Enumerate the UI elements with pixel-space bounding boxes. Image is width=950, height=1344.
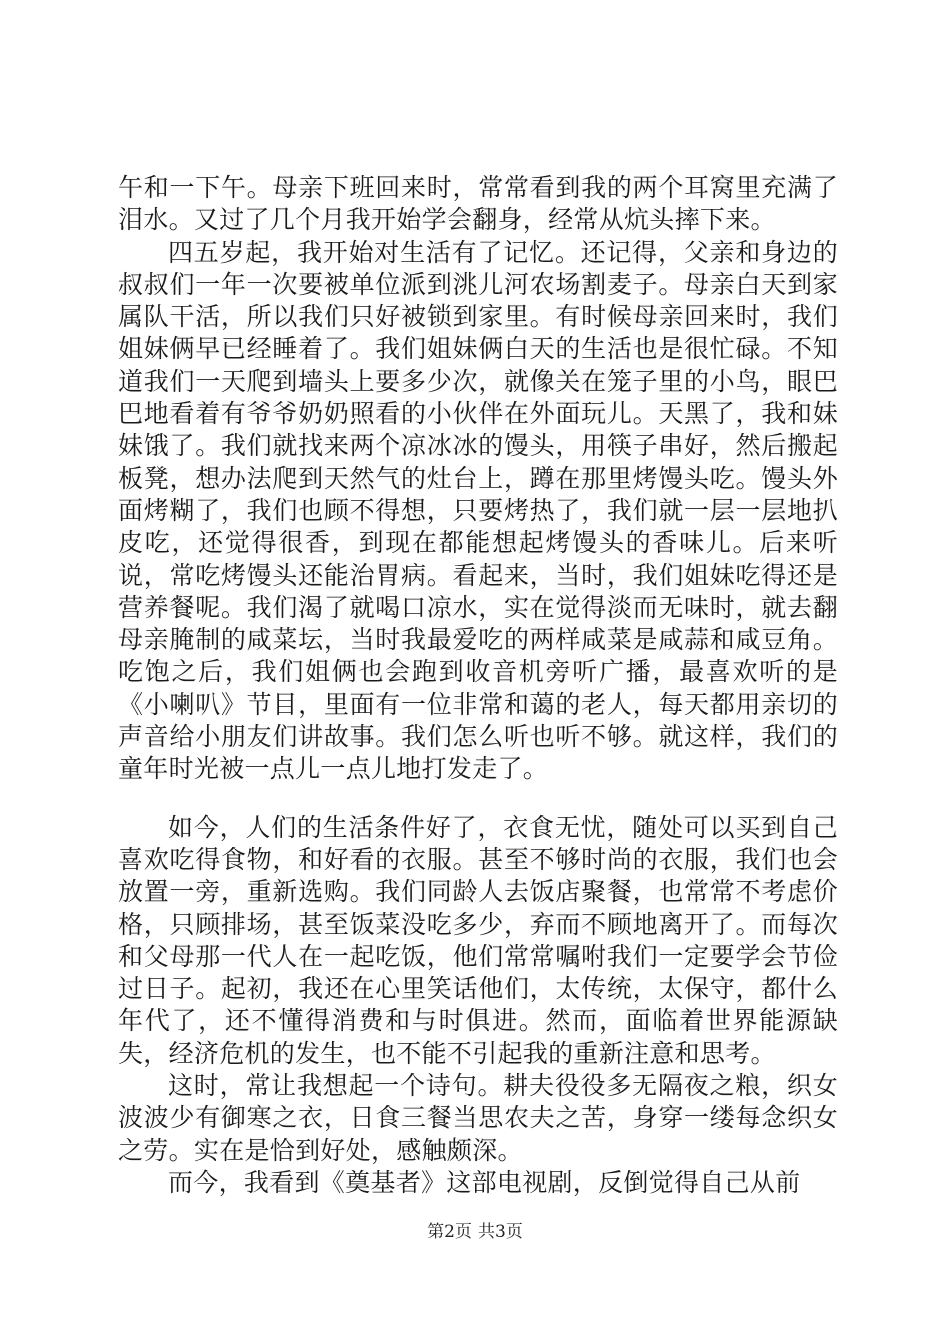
- page-number: 第2页: [427, 1222, 472, 1242]
- paragraph-continuation: 午和一下午。母亲下班回来时，常常看到我的两个耳窝里充满了泪水。又过了几个月我开始学会翻身，经常从炕头摔下来。: [118, 173, 838, 235]
- paragraph-childhood-memories: 四五岁起，我开始对生活有了记忆。还记得，父亲和身边的叔叔们一年一次要被单位派到洮儿河农场割麦子。母亲白天到家属队干活，所以我们只好被锁到家里。有时候母亲回来时，我们姐妹俩早已经睡着了。我们姐妹俩白天的生活也是很忙碌。不知道我们一天爬到墙头上要多少次，就像关在笼子里的小鸟，眼巴巴地看着有爷爷奶奶照看的小伙伴在外面玩儿。天黑了，我和妹妹饿了。我们就找来两个凉冰冰的馒头，用筷子串好，然后搬起板凳，想办法爬到天然气的灶台上，蹲在那里烤馒头吃。馒头外面烤糊了，我们也顾不得想，只要烤热了，我们就一层一层地扒皮吃，还觉得很香，到现在都能想起烤馒头的香味儿。后来听说，常吃烤馒头还能治胃病。看起来，当时，我们姐妹吃得还是营养餐呢。我们渴了就喝口凉水，实在觉得淡而无味时，就去翻母亲腌制的咸菜坛，当时我最爱吃的两样咸菜是咸蒜和咸豆角。吃饱之后，我们姐俩也会跑到收音机旁听广播，最喜欢听的是《小喇叭》节目，里面有一位非常和蔼的老人，每天都用亲切的声音给小朋友们讲故事。我们怎么听也听不够。就这样，我们的童年时光被一点儿一点儿地打发走了。: [118, 237, 838, 784]
- page-footer: [0, 1217, 950, 1242]
- page-total: 共3页: [478, 1222, 523, 1242]
- paragraph-tv-series: 而今，我看到《奠基者》这部电视剧，反倒觉得自己从前: [168, 1167, 801, 1197]
- paragraph-poem: 这时，常让我想起一个诗句。耕夫役役多无隔夜之粮，织女波波少有御寒之衣，日食三餐当思农夫之苦，身穿一缕每念织女之劳。实在是恰到好处，感触颇深。: [118, 1071, 838, 1165]
- paragraph-modern-life: 如今，人们的生活条件好了，衣食无忧，随处可以买到自己喜欢吃得食物，和好看的衣服。甚至不够时尚的衣服，我们也会放置一旁，重新选购。我们同龄人去饭店聚餐，也常常不考虑价格，只顾排场，甚至饭菜没吃多少，弃而不顾地离开了。而每次和父母那一代人在一起吃饭，他们常常嘱咐我们一定要学会节俭过日子。起初，我还在心里笑话他们，太传统，太保守，都什么年代了，还不懂得消费和与时俱进。然而，面临着世界能源缺失，经济危机的发生，也不能不引起我的重新注意和思考。: [118, 812, 838, 1068]
- document-body: [118, 172, 838, 1199]
